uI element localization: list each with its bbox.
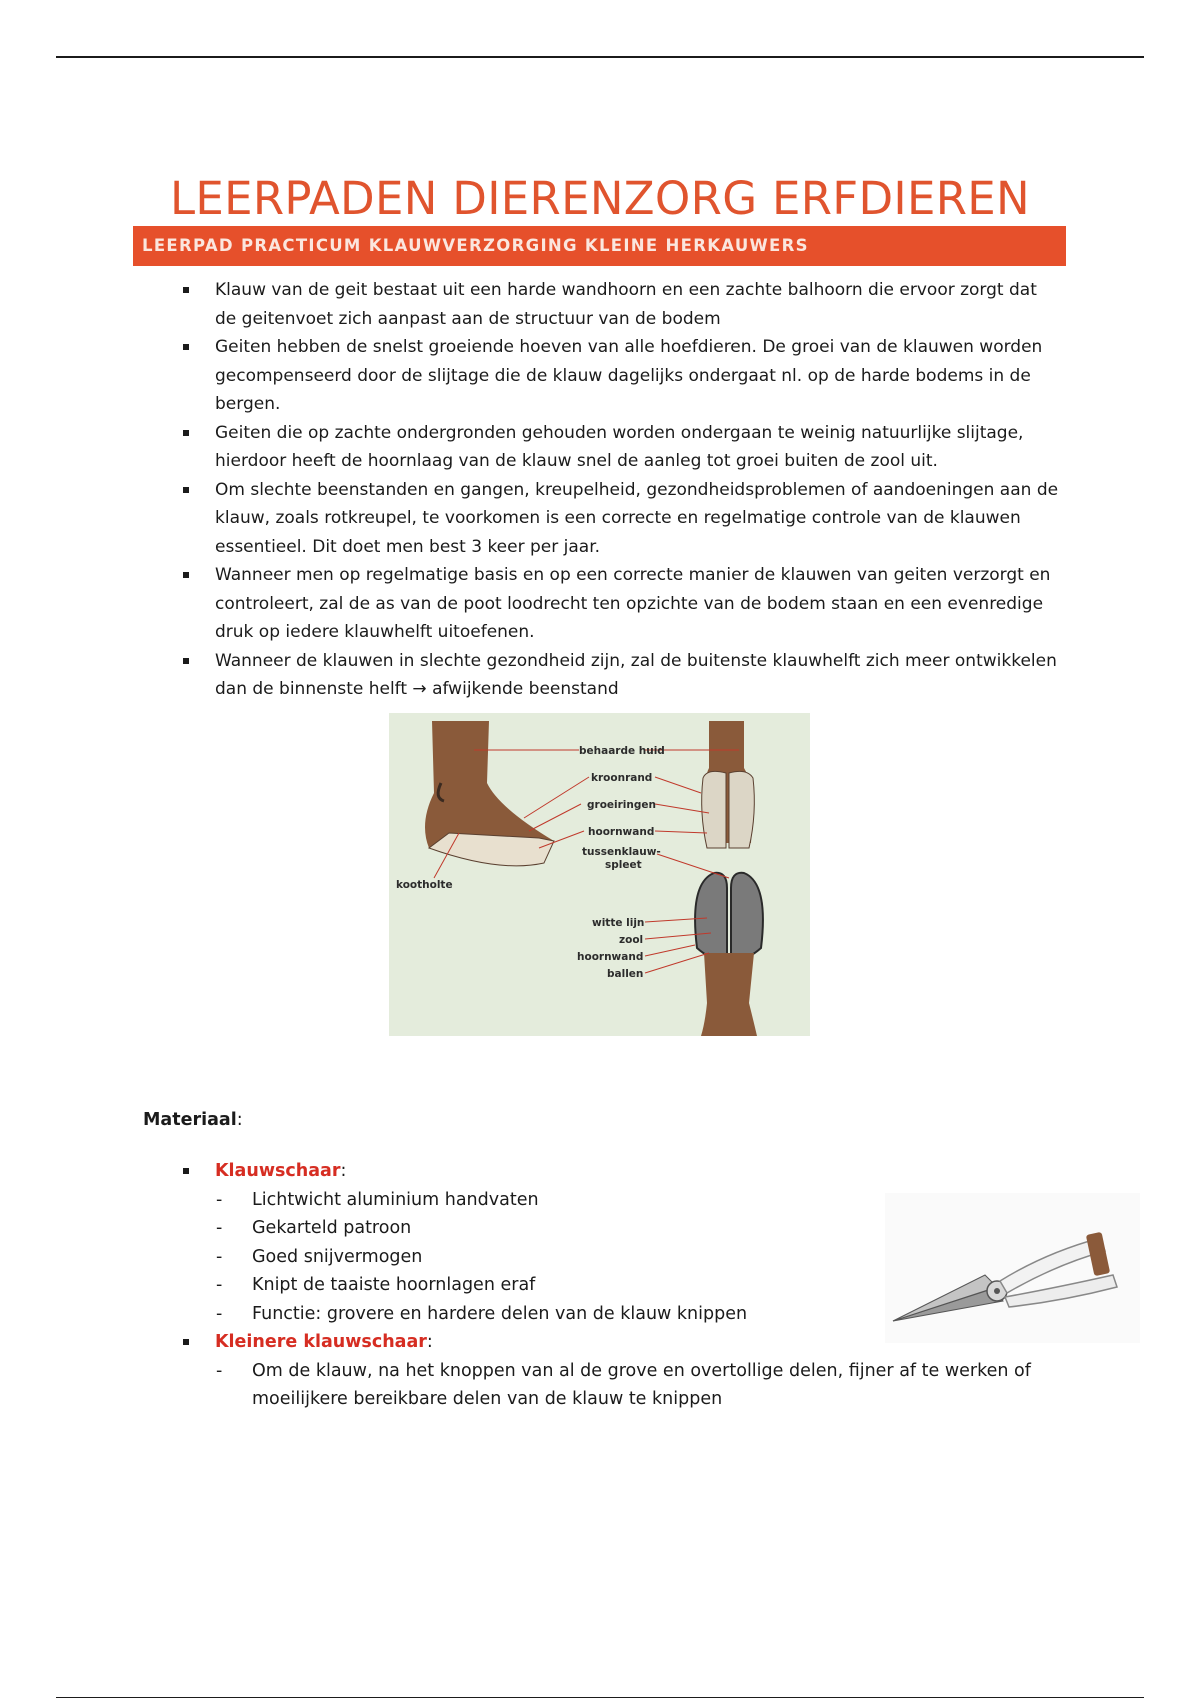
material-name-line xyxy=(180,1157,1060,1186)
material-detail-list xyxy=(180,1357,1040,1414)
lower-leg-shape xyxy=(701,953,757,1036)
material-name: Klauwschaar xyxy=(215,1161,341,1181)
label-behaarde-huid: behaarde huid xyxy=(579,745,665,757)
bullet-item: Klauw van de geit bestaat uit een harde wandhoorn en een zachte balhoorn die ervoor zorgt dat de geitenvoet zich aanpast aan de structuur van de bodem xyxy=(180,276,1060,333)
materials-heading xyxy=(143,1110,243,1130)
page-title: LEERPADEN DIERENZORG ERFDIEREN xyxy=(169,172,1030,226)
label-kroonrand: kroonrand xyxy=(591,772,653,784)
label-hoornwand-2: hoornwand xyxy=(577,951,644,963)
label-witte-lijn: witte lijn xyxy=(592,917,645,929)
material-name-colon: : xyxy=(426,1332,433,1352)
materials-heading-text: Materiaal xyxy=(143,1110,237,1130)
label-groeiringen: groeiringen xyxy=(587,799,656,811)
bullet-item: Wanneer men op regelmatige basis en op een correcte manier de klauwen van geiten verzorgt en controleert, zal de as van de poot loodrecht ten opzichte van de bodem staan en een evenredige druk op iedere klauwhelft uitoefenen. xyxy=(180,561,1060,647)
label-tussenklauwspleet-2: spleet xyxy=(605,859,642,871)
material-name: Kleinere klauwschaar xyxy=(215,1332,427,1352)
material-detail: - Knipt de taaiste hoornlagen eraf xyxy=(252,1271,1060,1300)
hoof-anatomy-figure xyxy=(389,713,810,1036)
intro-bullet-list xyxy=(180,276,1060,704)
materials-heading-colon: : xyxy=(236,1110,243,1130)
bullet-item: Geiten hebben de snelst groeiende hoeven van alle hoefdieren. De groei van de klauwen worden gecompenseerd door de slijtage die de klauw dagelijks ondergaat nl. op de harde bodems in de bergen. xyxy=(180,333,1060,419)
material-detail: - Om de klauw, na het knoppen van al de grove en overtollige delen, fijner af te werken of moeilijkere bereikbare delen van de klauw te knippen xyxy=(252,1357,1040,1414)
label-tussenklauwspleet-1: tussenklauw- xyxy=(582,846,661,858)
section-banner: LEERPAD PRACTICUM KLAUWVERZORGING KLEINE HERKAUWERS xyxy=(133,226,1066,266)
label-zool: zool xyxy=(619,934,644,946)
material-detail: - Goed snijvermogen xyxy=(252,1243,1060,1272)
label-kootholte: kootholte xyxy=(396,879,453,891)
bullet-item: Geiten die op zachte ondergronden gehouden worden ondergaan te weinig natuurlijke slijtage, hierdoor heeft de hoornlaag van de klauw snel de aanleg tot groei buiten de zool uit. xyxy=(180,419,1060,476)
material-detail: - Lichtwicht aluminium handvaten xyxy=(252,1186,1060,1215)
material-name-colon: : xyxy=(340,1161,347,1181)
hoof-diagram xyxy=(389,713,810,1036)
bullet-item: Wanneer de klauwen in slechte gezondheid zijn, zal de buitenste klauwhelft zich meer ontwikkelen dan de binnenste helft → afwijkende beenstand xyxy=(180,647,1060,704)
side-hoof-shape xyxy=(429,833,554,866)
shears-pivot-screw xyxy=(994,1288,1000,1294)
label-ballen: ballen xyxy=(607,968,644,980)
material-detail: - Functie: grovere en hardere delen van de klauw knippen xyxy=(252,1300,1060,1329)
label-hoornwand: hoornwand xyxy=(588,826,655,838)
shears-drawing xyxy=(885,1193,1140,1343)
bottom-rule xyxy=(56,1697,1144,1698)
hoof-shears-image xyxy=(885,1193,1140,1343)
top-rule xyxy=(56,56,1144,58)
bullet-item: Om slechte beenstanden en gangen, kreupelheid, gezondheidsproblemen of aandoeningen aan de klauw, zoals rotkreupel, te voorkomen is een correcte en regelmatige controle van de klauwen essentieel. Dit doet men best 3 keer per jaar. xyxy=(180,476,1060,562)
front-hoof-right xyxy=(729,771,754,848)
material-detail: - Gekarteld patroon xyxy=(252,1214,1060,1243)
sole-right xyxy=(731,873,763,959)
sole-left xyxy=(695,873,727,959)
front-hoof-left xyxy=(702,771,726,848)
